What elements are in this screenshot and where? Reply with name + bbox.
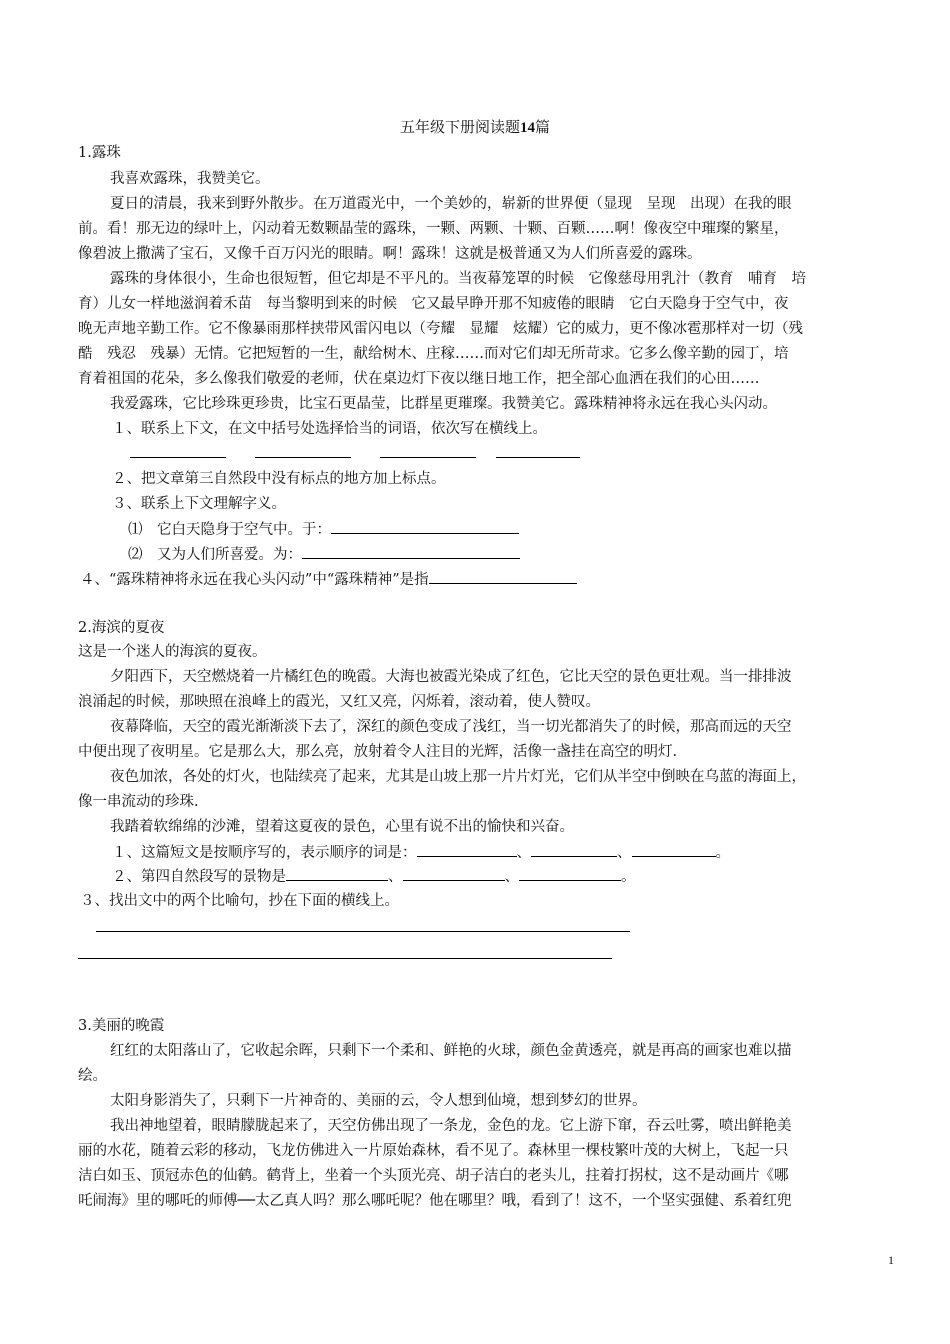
s2-intro: 这是一个迷人的海滨的夏夜。 (78, 644, 267, 660)
s1-paragraph-line: 晚无声地辛勤工作。它不像暴雨那样挟带风雷闪电以（夸耀 显耀 炫耀）它的威力，更不像冰雹那样对一切（残 (78, 321, 803, 337)
period: 。 (715, 845, 730, 861)
title-suffix: 篇 (535, 118, 551, 136)
s2-paragraph-line: 中便出现了夜明星。它是那么大，那么亮，放射着令人注目的光辉，活像一盏挂在高空的明灯. (78, 744, 678, 760)
s1-paragraph-line: 露珠的身体很小，生命也很短暂，但它却是不平凡的。当夜幕笼罩的时候 它像慈母用乳汁（教育 哺育 培 (110, 271, 806, 287)
period: 。 (621, 869, 636, 885)
section-1-heading: 1.露珠 (78, 145, 121, 161)
s1-paragraph-line: 酷 残忍 残暴）无情。它把短暂的一生，献给树木、庄稼……而对它们却无所苛求。它多么像辛勤的园丁，培 (78, 346, 789, 362)
s2-question-2 (112, 866, 934, 887)
s2-question-1-text: １、这篇短文是按顺序写的，表示顺序的词是： (112, 845, 417, 861)
s2-question-1 (112, 842, 934, 863)
title-text: 五年级下册阅读题 (399, 118, 520, 136)
s3-paragraph-line: 洁白如玉、顶冠赤色的仙鹤。鹤背上，坐着一个头顶光亮、胡子洁白的老头儿，拄着打拐杖，这不是动画片《哪 (78, 1168, 789, 1184)
s2-paragraph-line: 浪涌起的时候，那映照在浪峰上的霞光，又红又亮，闪烁着，滚动着，使人赞叹。 (78, 694, 600, 710)
answer-blank[interactable] (496, 457, 580, 458)
s1-paragraph-line: 夏日的清晨，我来到野外散步。在万道霞光中，一个美妙的，崭新的世界便（显现 呈现 出现）在我的眼 (110, 196, 792, 212)
s1-question-2: ２、把文章第三自然段中没有标点的地方加上标点。 (112, 471, 446, 487)
s3-paragraph-line: 太阳身影消失了，只剩下一片神奇的、美丽的云，令人想到仙境，想到梦幻的世界。 (110, 1093, 647, 1109)
s1-question-3b-text: ⑵ 又为人们所喜爱。为： (128, 547, 302, 563)
s1-paragraph-line: 育着祖国的花朵，多么像我们敬爱的老师，伏在桌边灯下夜以继日地工作，把全部心血洒在我们的心田…… (78, 371, 760, 387)
answer-blank[interactable] (286, 866, 388, 881)
s2-paragraph-line: 夕阳西下，天空燃烧着一片橘红色的晚霞。大海也被霞光染成了红色，它比天空的景色更壮观。当一排排波 (110, 669, 792, 685)
s2-question-3: ３、找出文中的两个比喻句，抄在下面的横线上。 (80, 893, 399, 909)
answer-blank[interactable] (331, 519, 519, 534)
s3-paragraph-line: 我出神地望着，眼睛朦胧起来了，天空仿佛出现了一条龙，金色的龙。它上游下窜，吞云吐雾，喷出鲜艳美 (110, 1118, 792, 1134)
separator: 、 (504, 869, 519, 885)
s3-paragraph-line: 绘。 (78, 1068, 107, 1084)
title-number: 14 (520, 120, 535, 136)
s1-question-4-text: ４、“露珠精神将永远在我心头闪动”中“露珠精神”是指 (80, 572, 429, 588)
answer-blank[interactable] (403, 866, 505, 881)
s1-paragraph-line: 我喜欢露珠，我赞美它。 (110, 171, 270, 187)
s2-paragraph-line: 夜色加浓，各处的灯火，也陆续亮了起来，尤其是山坡上那一片片灯光，它们从半空中倒映在乌蓝的海面上， (110, 769, 806, 785)
s1-question-3b (128, 544, 628, 565)
separator: 、 (617, 845, 632, 861)
section-2-heading: 2.海滨的夏夜 (78, 620, 165, 636)
answer-blank[interactable] (302, 544, 520, 559)
s3-paragraph-line: 丽的水花，随着云彩的移动，飞龙仿佛进入一片原始森林，看不见了。森林里一棵枝繁叶茂的大树上，飞起一只 (78, 1143, 789, 1159)
answer-blank[interactable] (429, 569, 577, 584)
s2-paragraph-line: 像一串流动的珍珠. (78, 794, 199, 810)
s2-question-2-text: ２、第四自然段写的景物是 (112, 869, 286, 885)
s1-paragraph-line: 育）儿女一样地滋润着禾苗 每当黎明到来的时候 它又最早睁开那不知疲倦的眼睛 它白天隐身于空气中，夜 (78, 296, 789, 312)
s1-question-3a (128, 519, 628, 540)
answer-line[interactable] (96, 931, 630, 932)
s1-paragraph-line: 像碧波上撒满了宝石，又像千百万闪光的眼睛。啊！露珠！这就是极普通又为人们所喜爱的露珠。 (78, 246, 702, 262)
page-number: 1 (888, 1253, 894, 1267)
answer-line[interactable] (78, 958, 612, 959)
separator: 、 (516, 845, 531, 861)
s3-paragraph-line: 吒闹海》里的哪吒的师傅──太乙真人吗？那么哪吒呢？他在哪里？哦，看到了！这不，一个坚实强健、系着红兜 (78, 1193, 792, 1209)
s1-paragraph-line: 我爱露珠，它比珍珠更珍贵，比宝石更晶莹，比群星更璀璨。我赞美它。露珠精神将永远在我心头闪动。 (110, 396, 777, 412)
separator: 、 (388, 869, 403, 885)
s1-question-3a-text: ⑴ 它白天隐身于空气中。于： (128, 522, 331, 538)
answer-blank[interactable] (531, 842, 617, 857)
answer-blank[interactable] (632, 842, 716, 857)
s3-paragraph-line: 红红的太阳落山了，它收起余晖，只剩下一个柔和、鲜艳的火球，颜色金黄透亮，就是再高的画家也难以描 (110, 1043, 792, 1059)
s1-question-1: １、联系上下文，在文中括号处选择恰当的词语，依次写在横线上。 (112, 421, 547, 437)
s2-paragraph-line: 我踏着软绵绵的沙滩，望着这夏夜的景色，心里有说不出的愉快和兴奋。 (110, 819, 574, 835)
s1-paragraph-line: 前。看！那无边的绿叶上，闪动着无数颗晶莹的露珠，一颗、两颗、十颗、百颗……啊！像夜空中璀璨的繁星， (78, 221, 789, 237)
answer-blank[interactable] (417, 842, 517, 857)
s1-question-4 (80, 569, 902, 590)
answer-blank[interactable] (130, 457, 226, 458)
section-3-heading: 3.美丽的晚霞 (78, 1018, 165, 1034)
answer-blank[interactable] (255, 457, 351, 458)
answer-blank[interactable] (380, 457, 476, 458)
s1-question-3: ３、联系上下文理解字义。 (112, 496, 286, 512)
page-title (0, 116, 950, 137)
answer-blank[interactable] (519, 866, 621, 881)
s2-paragraph-line: 夜幕降临，天空的霞光渐渐淡下去了，深红的颜色变成了浅红，当一切光都消失了的时候，那高而远的天空 (110, 719, 792, 735)
